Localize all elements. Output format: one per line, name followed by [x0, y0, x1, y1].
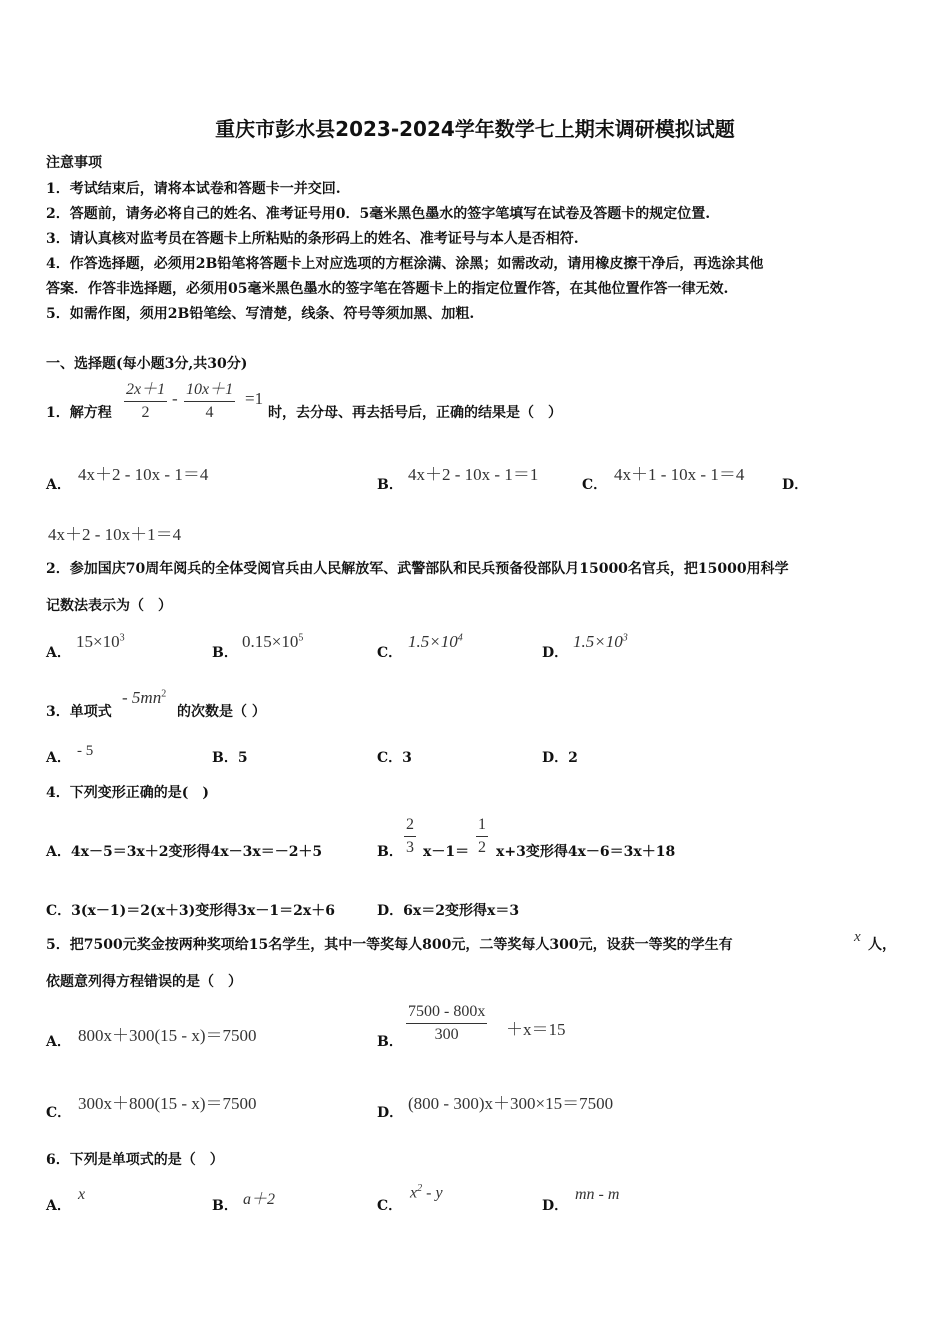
q4-option-b-label: B． [377, 844, 403, 860]
q1-option-d: 4x＋2 - 10x＋1＝4 [48, 525, 182, 544]
q5-option-b-label: B． [377, 1034, 403, 1050]
q5-stem-line1: 5．把7500元奖金按两种奖项给15名学生，其中一等奖每人800元，二等奖每人300元，设获一等奖的学生有 [46, 937, 733, 953]
q1-fraction-2 [184, 376, 235, 422]
q6-c-exp: 2 [417, 1183, 423, 1194]
q2-option-d [573, 632, 628, 652]
q4-b-f1-num: 2 [404, 816, 416, 837]
q5-option-a-label: A． [46, 1034, 71, 1050]
q5-option-c: 300x＋800(15 - x)＝7500 [78, 1094, 257, 1113]
q1-suffix: 时，去分母、再去括号后，正确的结果是（ ） [268, 405, 562, 421]
notice-item-2: 2．答题前，请务必将自己的姓名、准考证号用0．5毫米黑色墨水的签字笔填写在试卷及答题卡的规定位置. [46, 206, 711, 222]
q2-a-base: 15×10 [76, 632, 120, 651]
q6-option-d-label: D． [542, 1198, 569, 1214]
q3-option-a-label: A． [46, 750, 71, 766]
q1-fraction-1 [124, 376, 167, 422]
q1-f2-num: 10x＋1 [184, 376, 235, 402]
q2-a-exp: 3 [119, 632, 125, 644]
q2-option-d-label: D． [542, 645, 569, 661]
q2-b-exp: 5 [298, 632, 304, 644]
q1-f1-den: 2 [141, 404, 150, 421]
q4-b-tail: x+3变形得4x－6＝3x＋18 [496, 844, 676, 860]
q4-b-f1-den: 3 [406, 839, 414, 856]
section-heading: 一、选择题(每小题3分,共30分) [46, 356, 248, 372]
q5-option-d-label: D． [377, 1105, 404, 1121]
q6-c-base: x [410, 1184, 418, 1202]
q1-option-d-label: D． [782, 477, 809, 493]
q2-option-b-label: B． [212, 645, 238, 661]
q5-b-num: 7500 - 800x [406, 1003, 487, 1024]
q5-option-c-label: C． [46, 1105, 72, 1121]
q4-b-fraction-2 [476, 816, 488, 857]
q4-b-f2-num: 1 [476, 816, 488, 837]
q2-d-exp: 3 [622, 632, 628, 644]
q3-expr-base: - 5mn [122, 688, 162, 707]
q3-expr-exp: 2 [161, 688, 167, 700]
q2-option-b [242, 632, 303, 652]
q6-option-c [410, 1183, 443, 1202]
q5-stem-line1-tail: 人， [868, 937, 896, 953]
notice-item-4: 4．作答选择题，必须用2B铅笔将答题卡上对应选项的方框涂满、涂黑；如需改动，请用橡皮擦干净后，再选涂其他 [46, 256, 764, 272]
notice-item-4-cont: 答案．作答非选择题，必须用05毫米黑色墨水的签字笔在答题卡上的指定位置作答，在其他位置作答一律无效. [46, 281, 729, 297]
q4-b-fraction-1 [404, 816, 416, 857]
page-title: 重庆市彭水县2023-2024学年数学七上期末调研模拟试题 [215, 117, 735, 141]
q6-option-b: a＋2 [243, 1191, 276, 1208]
q2-c-base: 1.5×10 [408, 632, 458, 651]
q1-option-c-label: C． [582, 477, 608, 493]
q3-option-d: D．2 [542, 750, 578, 766]
q1-rhs: =1 [245, 389, 264, 408]
q3-suffix: 的次数是（ ） [177, 704, 266, 720]
q5-b-den: 300 [434, 1026, 459, 1043]
q1-option-a: 4x＋2 - 10x - 1＝4 [78, 465, 209, 484]
q5-b-fraction [406, 1003, 487, 1044]
q4-b-f2-den: 2 [478, 839, 486, 856]
q2-d-base: 1.5×10 [573, 632, 623, 651]
q1-minus: - [172, 389, 178, 408]
notice-item-1: 1．考试结束后，请将本试卷和答题卡一并交回. [46, 181, 341, 197]
q2-option-c [408, 632, 463, 652]
q2-b-base: 0.15×10 [242, 632, 299, 651]
notice-item-3: 3．请认真核对监考员在答题卡上所粘贴的条形码上的姓名、准考证号与本人是否相符. [46, 231, 579, 247]
q1-option-b-label: B． [377, 477, 403, 493]
q1-option-b: 4x＋2 - 10x - 1＝1 [408, 465, 539, 484]
q3-option-c: C．3 [377, 750, 412, 766]
q3-prefix: 3．单项式 [46, 704, 112, 720]
q6-c-tail: - y [422, 1184, 443, 1202]
q4-option-a: A．4x－5＝3x＋2变形得4x－3x＝－2＋5 [46, 844, 323, 860]
q4-option-d: D．6x＝2变形得x＝3 [377, 903, 520, 919]
q1-f2-den: 4 [205, 404, 214, 421]
q1-prefix: 1．解方程 [46, 405, 112, 421]
q6-stem: 6．下列是单项式的是（ ） [46, 1152, 224, 1168]
q5-stem-line2: 依题意列得方程错误的是（ ） [46, 974, 242, 990]
q1-f1-num: 2x＋1 [124, 376, 167, 402]
q6-option-a-label: A． [46, 1198, 71, 1214]
q6-option-b-label: B． [212, 1198, 238, 1214]
q6-option-d: mn - m [575, 1186, 620, 1203]
q4-option-c: C．3(x－1)＝2(x＋3)变形得3x－1＝2x＋6 [46, 903, 335, 919]
q5-b-tail: ＋x＝15 [506, 1020, 566, 1039]
q6-option-c-label: C． [377, 1198, 403, 1214]
q5-option-a: 800x＋300(15 - x)＝7500 [78, 1026, 257, 1045]
q1-option-c: 4x＋1 - 10x - 1＝4 [614, 465, 745, 484]
q5-option-d: (800 - 300)x＋300×15＝7500 [408, 1094, 614, 1113]
q4-b-middle: x－1＝ [423, 844, 470, 860]
q2-stem-line1: 2．参加国庆70周年阅兵的全体受阅官兵由人民解放军、武警部队和民兵预备役部队月15000名官兵，把15000用科学 [46, 561, 789, 577]
q4-stem: 4．下列变形正确的是( ) [46, 785, 209, 801]
q2-option-a [76, 632, 125, 652]
q2-option-c-label: C． [377, 645, 403, 661]
notice-heading: 注意事项 [46, 155, 102, 171]
q3-option-a: - 5 [77, 743, 94, 759]
q2-c-exp: 4 [457, 632, 463, 644]
q2-option-a-label: A． [46, 645, 71, 661]
q5-variable: x [854, 929, 861, 945]
q3-option-b: B．5 [212, 750, 248, 766]
q3-expression [122, 688, 166, 708]
q6-option-a: x [78, 1186, 86, 1203]
q2-stem-line2: 记数法表示为（ ） [46, 598, 172, 614]
q1-option-a-label: A． [46, 477, 71, 493]
notice-item-5: 5．如需作图，须用2B铅笔绘、写清楚，线条、符号等须加黑、加粗. [46, 306, 475, 322]
